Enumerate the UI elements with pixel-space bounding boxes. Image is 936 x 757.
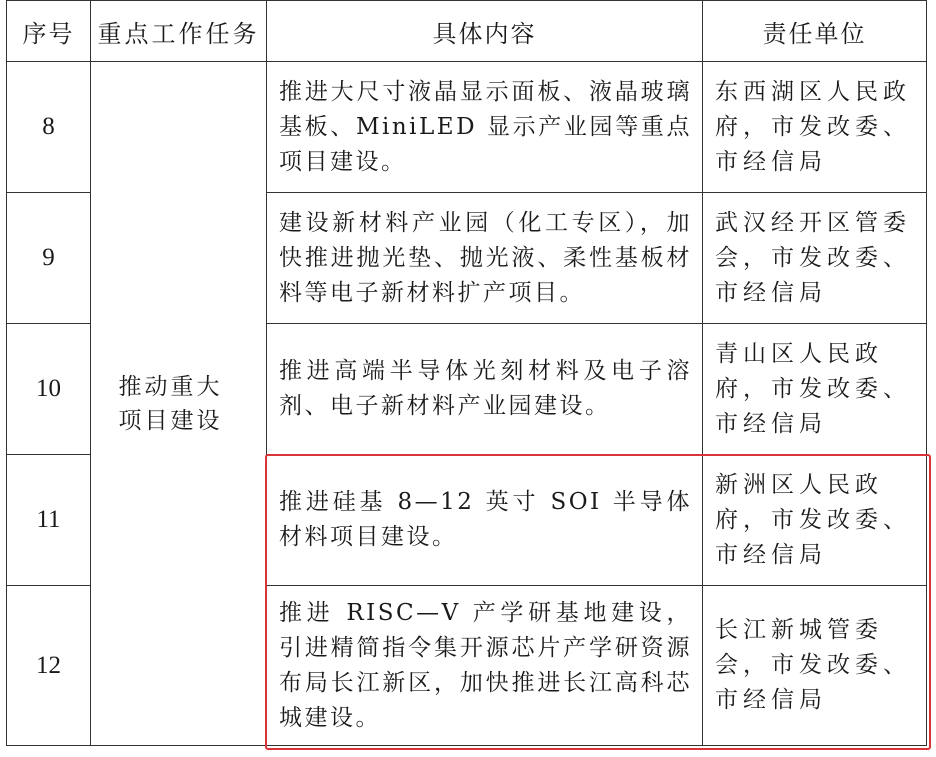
header-index: 序号: [7, 1, 91, 62]
row-content: 推进大尺寸液晶显示面板、液晶玻璃基板、MiniLED 显示产业园等重点项目建设。: [267, 62, 703, 193]
row-index: 10: [7, 324, 91, 455]
task-table-frame: [6, 0, 928, 757]
header-content: 具体内容: [267, 1, 703, 62]
row-unit: 新洲区人民政府，市发改委、市经信局: [703, 455, 927, 586]
task-group-label: 推动重大项目建设: [118, 373, 223, 434]
row-index: 9: [7, 193, 91, 324]
row-content: 推进高端半导体光刻材料及电子溶剂、电子新材料产业园建设。: [267, 324, 703, 455]
row-unit: 青山区人民政府，市发改委、市经信局: [703, 324, 927, 455]
row-content: 推进硅基 8—12 英寸 SOI 半导体材料项目建设。: [267, 455, 703, 586]
row-content: 推进 RISC—V 产学研基地建设，引进精简指令集开源芯片产学研资源布局长江新区，加快推进长江高科芯城建设。: [267, 586, 703, 746]
task-group-cell: [91, 62, 267, 746]
row-index: 12: [7, 586, 91, 746]
header-task: 重点工作任务: [91, 1, 267, 62]
row-unit: 武汉经开区管委会，市发改委、市经信局: [703, 193, 927, 324]
row-unit: 东西湖区人民政府，市发改委、市经信局: [703, 62, 927, 193]
header-unit: 责任单位: [703, 1, 927, 62]
table-row: [7, 62, 927, 193]
task-table: [6, 0, 927, 746]
row-unit: 长江新城管委会，市发改委、市经信局: [703, 586, 927, 746]
row-index: 8: [7, 62, 91, 193]
row-index: 11: [7, 455, 91, 586]
table-header-row: [7, 1, 927, 62]
row-content: 建设新材料产业园（化工专区），加快推进抛光垫、抛光液、柔性基板材料等电子新材料扩产项目。: [267, 193, 703, 324]
